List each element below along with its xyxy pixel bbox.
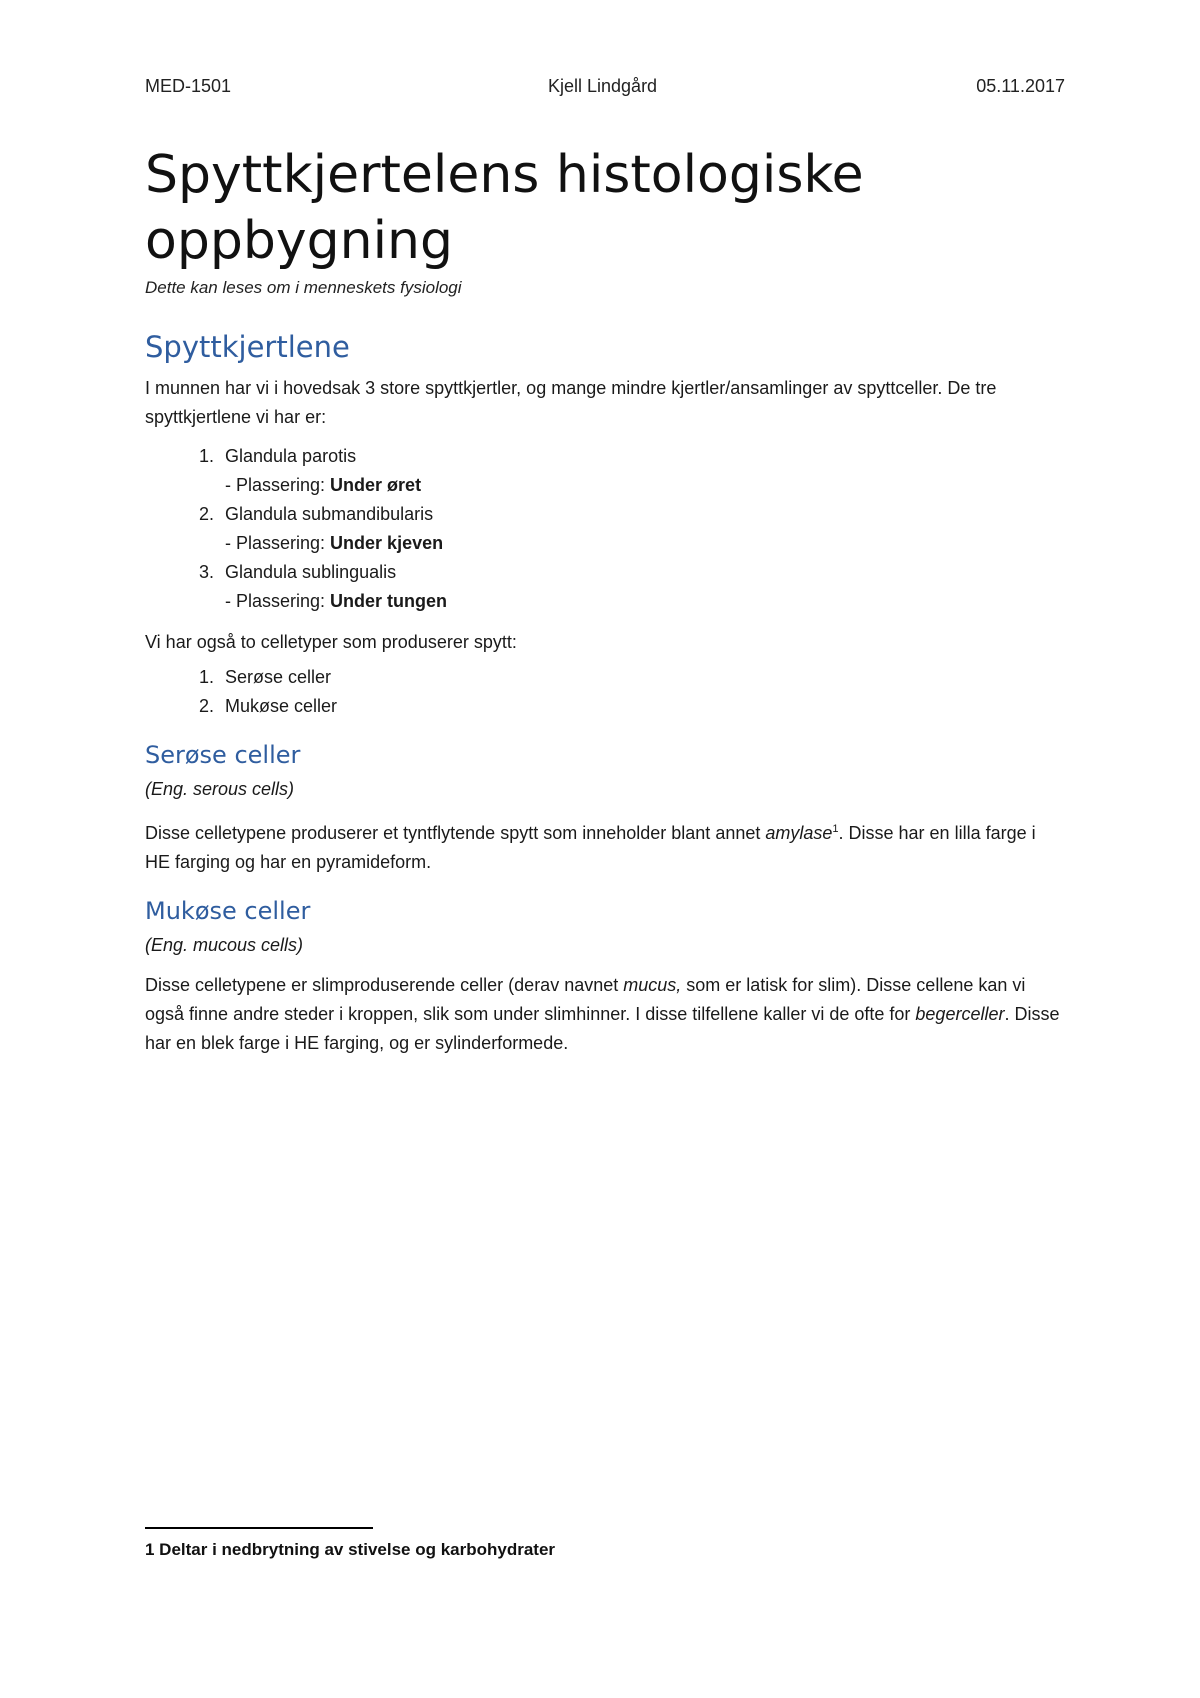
serous-text-b: . Disse har en lilla farge i HE farging og har en pyramideform. xyxy=(145,823,1036,872)
cell-type-item: 2. Mukøse celler xyxy=(219,692,1065,721)
gland-list xyxy=(145,442,1065,616)
location-value: Under tungen xyxy=(330,591,448,611)
serous-italic-term: amylase xyxy=(765,823,833,843)
location-value: Under øret xyxy=(330,475,422,495)
title-line-1: Spyttkjertelens histologiske xyxy=(145,145,864,205)
mucous-paragraph xyxy=(145,971,1065,1058)
gland-location xyxy=(225,529,1065,558)
location-label: - Plassering: xyxy=(225,475,331,495)
gland-location xyxy=(225,471,1065,500)
cell-type-item: 1. Serøse celler xyxy=(219,663,1065,692)
cell-type-list xyxy=(145,663,1065,721)
gland-list-item xyxy=(219,442,1065,500)
header-date: 05.11.2017 xyxy=(976,76,1065,96)
section-heading-mukose: Mukøse celler xyxy=(145,897,311,925)
section-heading-spyttkjertlene: Spyttkjertlene xyxy=(145,330,350,364)
mucous-text-a: Disse celletypene er slimproduserende celler (derav navnet xyxy=(145,975,624,995)
cell-types-intro: Vi har også to celletyper som produserer spytt: xyxy=(145,632,517,652)
mucous-text-c: . Disse har en blek farge i HE farging, og er sylinderformede. xyxy=(145,1004,1060,1053)
mucous-italic-term-2: begerceller xyxy=(915,1004,1005,1024)
mucous-italic-term: mucus, xyxy=(623,975,682,995)
gland-name: Glandula submandibularis xyxy=(225,504,434,524)
serous-text-a: Disse celletypene produserer et tyntflytende spytt som inneholder blant annet xyxy=(145,823,766,843)
gland-list-item xyxy=(219,558,1065,616)
document-subtitle: Dette kan leses om i menneskets fysiologi xyxy=(145,278,462,297)
section-heading-serose: Serøse celler xyxy=(145,741,301,769)
section-intro-paragraph: I munnen har vi i hovedsak 3 store spyttkjertler, og mange mindre kjertler/ansamlinger av spyttceller. De tre spyttkjertlene vi har er: xyxy=(145,378,997,427)
title-line-2: oppbygning xyxy=(145,211,453,271)
document-title xyxy=(145,142,1065,274)
header-course: MED-1501 xyxy=(145,76,232,96)
gland-name: Glandula parotis xyxy=(225,446,357,466)
location-label: - Plassering: xyxy=(225,591,331,611)
location-value: Under kjeven xyxy=(330,533,444,553)
footnote-separator xyxy=(145,1527,373,1529)
gland-name: Glandula sublingualis xyxy=(225,562,397,582)
serous-paragraph xyxy=(145,815,1065,877)
location-label: - Plassering: xyxy=(225,533,331,553)
gland-list-item xyxy=(219,500,1065,558)
mucous-english-name: (Eng. mucous cells) xyxy=(145,935,304,955)
document-body xyxy=(145,142,1065,1058)
footnote-reference[interactable]: 1 xyxy=(832,823,839,835)
header-author: Kjell Lindgård xyxy=(548,76,658,96)
serous-english-name: (Eng. serous cells) xyxy=(145,779,295,799)
gland-location xyxy=(225,587,1065,616)
footnote: 1 Deltar i nedbrytning av stivelse og karbohydrater xyxy=(145,1540,556,1559)
mucous-text-b: som er latisk for slim). Disse cellene kan vi også finne andre steder i kroppen, slik som under slimhinner. I disse tilfellene kaller vi de ofte for xyxy=(145,975,1026,1024)
